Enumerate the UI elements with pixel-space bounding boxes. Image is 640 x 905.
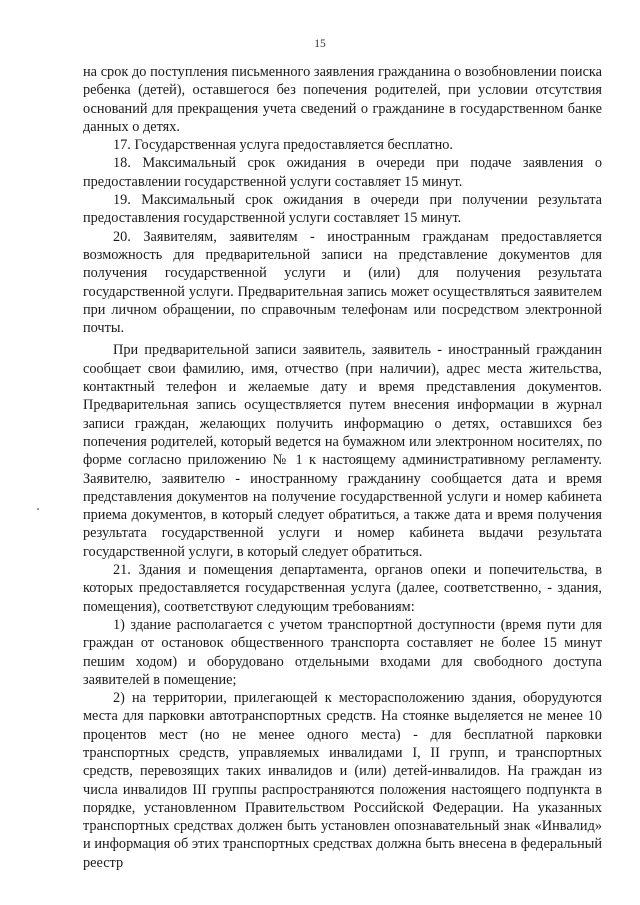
paragraph-21: 21. Здания и помещения департамента, органов опеки и попечительства, в которых предоставляется государственная услуга (далее, соответственно, - здания, помещения), соответствуют следующим требованиям: — [83, 562, 602, 615]
paragraph-18: 18. Максимальный срок ожидания в очереди при подаче заявления о предоставлении государственной услуги составляет 15 минут. — [83, 155, 602, 190]
paragraph-20: 20. Заявителям, заявителям - иностранным гражданам предоставляется возможность для предварительной записи на представление документов для получения государственной услуги и (или) для получения результата государственной услуги. Предварительная запись может осуществляться заявителем при личном обращении, по справочным телефонам или посредством электронной почты. — [83, 228, 602, 337]
page-number: 15 — [314, 38, 326, 50]
paragraph-19: 19. Максимальный срок ожидания в очереди при получении результата предоставления государственной услуги составляет 15 минут. — [83, 192, 602, 227]
document-body — [83, 63, 602, 872]
paragraph-21-item-2: 2) на территории, прилегающей к месторасположению здания, оборудуются места для парковки автотранспортных средств. На стоянке выделяется не менее 10 процентов мест (но не менее одного места) - для бесплатной парковки транспортных средств, управляемых инвалидами I, II групп, и транспортных средств, перевозящих таких инвалидов и (или) детей-инвалидов. На граждан из числа инвалидов III группы распространяются положения настоящего подпункта в порядке, установленном Правительством Российской Федерации. На указанных транспортных средствах должен быть установлен опознавательный знак «Инвалид» и информация об этих транспортных средствах должна быть внесена в федеральный реестр — [83, 690, 602, 871]
paragraph-preliminary-record: При предварительной записи заявитель, заявитель - иностранный гражданин сообщает свои фамилию, имя, отчество (при наличии), адрес места жительства, контактный телефон и желаемые дату и время представления документов. Предварительная запись осуществляется путем внесения информации в журнал записи граждан, желающих получить информацию о детях, оставшихся без попечения родителей, который ведется на бумажном или электронном носителях, по форме согласно приложению № 1 к настоящему административному регламенту. Заявителю, заявителю - иностранному гражданину сообщается дата и время представления документов на получение государственной услуги и номер кабинета приема документов, в который следует обратиться, а также дата и время получения результата государственной услуги и номер кабинета выдачи результата государственной услуги, в который следует обратиться. — [83, 342, 602, 560]
paragraph-21-item-1: 1) здание располагается с учетом транспортной доступности (время пути для граждан от остановок общественного транспорта составляет не более 15 минут пешим ходом) и оборудовано отдельными входами для свободного доступа заявителей в помещение; — [83, 616, 602, 688]
paragraph-17: 17. Государственная услуга предоставляется бесплатно. — [113, 137, 453, 154]
paragraph-continuation: на срок до поступления письменного заявления гражданина о возобновлении поиска ребенка (детей), оставшегося без попечения родителей, при условии отсутствия оснований для прекращения учета сведений о гражданине в государственном банке данных о детях. — [83, 64, 602, 135]
margin-speck — [37, 508, 39, 510]
